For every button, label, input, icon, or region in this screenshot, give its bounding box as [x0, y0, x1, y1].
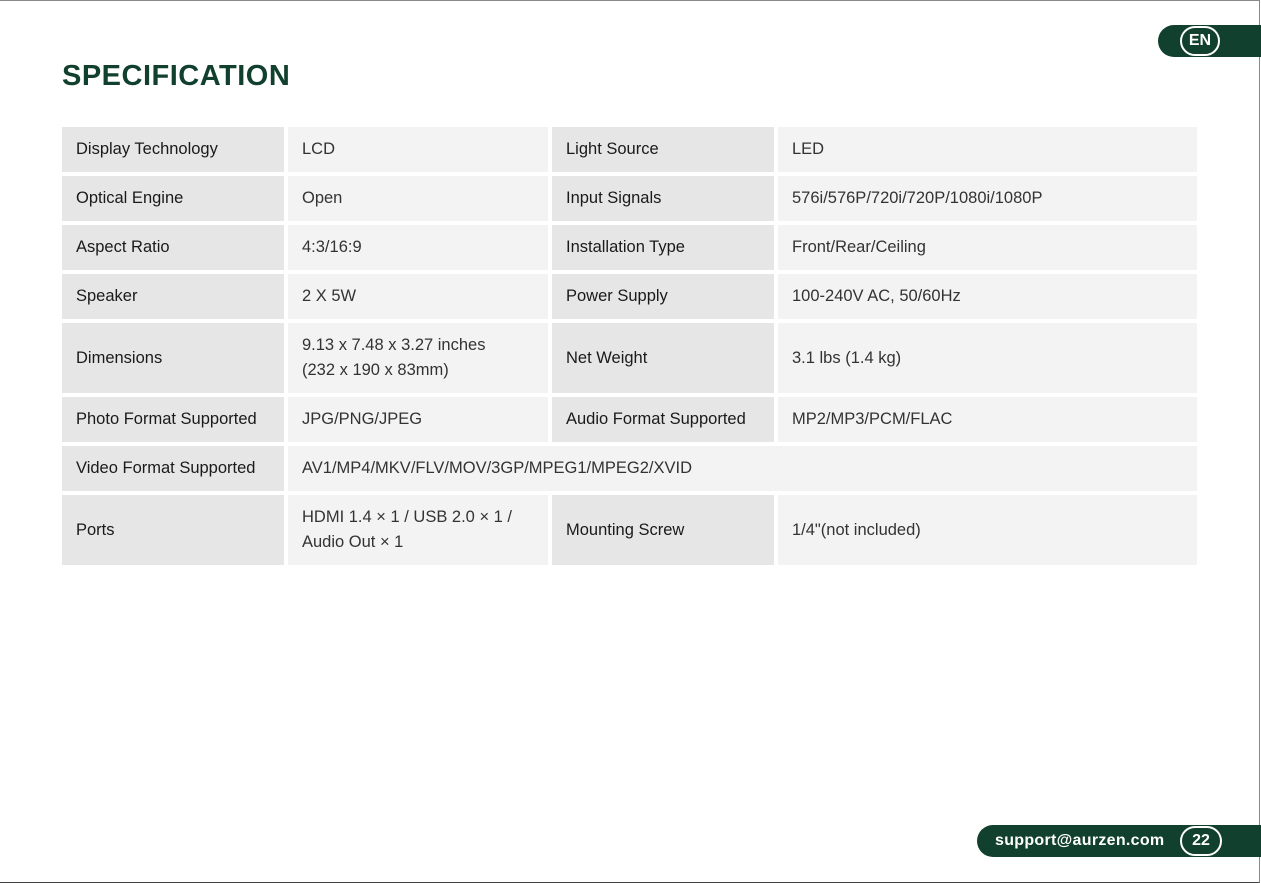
spec-value-photo-format: JPG/PNG/JPEG: [288, 397, 548, 442]
spec-label-dimensions: Dimensions: [62, 323, 284, 393]
spec-value-optical-engine: Open: [288, 176, 548, 221]
language-badge: EN: [1180, 26, 1220, 56]
spec-value-mounting-screw: 1/4"(not included): [778, 495, 1197, 565]
spec-label-video-format: Video Format Supported: [62, 446, 284, 491]
table-row: [62, 446, 1197, 491]
table-row: [62, 127, 1197, 172]
table-row: [62, 176, 1197, 221]
spec-value-net-weight: 3.1 lbs (1.4 kg): [778, 323, 1197, 393]
spec-value-display-technology: LCD: [288, 127, 548, 172]
spec-label-ports: Ports: [62, 495, 284, 565]
spec-value-video-format: AV1/MP4/MKV/FLV/MOV/3GP/MPEG1/MPEG2/XVID: [288, 446, 1197, 491]
spec-table: [58, 123, 1201, 569]
spec-label-optical-engine: Optical Engine: [62, 176, 284, 221]
spec-value-dimensions-inches: 9.13 x 7.48 x 3.27 inches: [302, 336, 486, 354]
spec-label-aspect-ratio: Aspect Ratio: [62, 225, 284, 270]
spec-value-ports-line1: HDMI 1.4 × 1 / USB 2.0 × 1 /: [302, 508, 513, 526]
spec-label-light-source: Light Source: [552, 127, 774, 172]
spec-label-audio-format: Audio Format Supported: [552, 397, 774, 442]
page-number-badge: 22: [1180, 826, 1222, 856]
spec-label-power-supply: Power Supply: [552, 274, 774, 319]
spec-value-input-signals: 576i/576P/720i/720P/1080i/1080P: [778, 176, 1197, 221]
spec-label-photo-format: Photo Format Supported: [62, 397, 284, 442]
spec-value-installation-type: Front/Rear/Ceiling: [778, 225, 1197, 270]
spec-value-speaker: 2 X 5W: [288, 274, 548, 319]
spec-label-speaker: Speaker: [62, 274, 284, 319]
spec-value-ports-line2: Audio Out × 1: [302, 533, 404, 551]
spec-value-light-source: LED: [778, 127, 1197, 172]
spec-value-power-supply: 100-240V AC, 50/60Hz: [778, 274, 1197, 319]
page-title: SPECIFICATION: [62, 60, 291, 92]
spec-value-ports: [288, 495, 548, 565]
spec-label-net-weight: Net Weight: [552, 323, 774, 393]
spec-value-dimensions: [288, 323, 548, 393]
table-row: [62, 323, 1197, 393]
spec-label-installation-type: Installation Type: [552, 225, 774, 270]
spec-value-dimensions-mm: (232 x 190 x 83mm): [302, 361, 449, 379]
table-row: [62, 495, 1197, 565]
spec-label-mounting-screw: Mounting Screw: [552, 495, 774, 565]
table-row: [62, 274, 1197, 319]
table-row: [62, 225, 1197, 270]
support-email: support@aurzen.com: [995, 832, 1165, 849]
spec-value-aspect-ratio: 4:3/16:9: [288, 225, 548, 270]
spec-label-display-technology: Display Technology: [62, 127, 284, 172]
table-row: [62, 397, 1197, 442]
spec-value-audio-format: MP2/MP3/PCM/FLAC: [778, 397, 1197, 442]
spec-label-input-signals: Input Signals: [552, 176, 774, 221]
